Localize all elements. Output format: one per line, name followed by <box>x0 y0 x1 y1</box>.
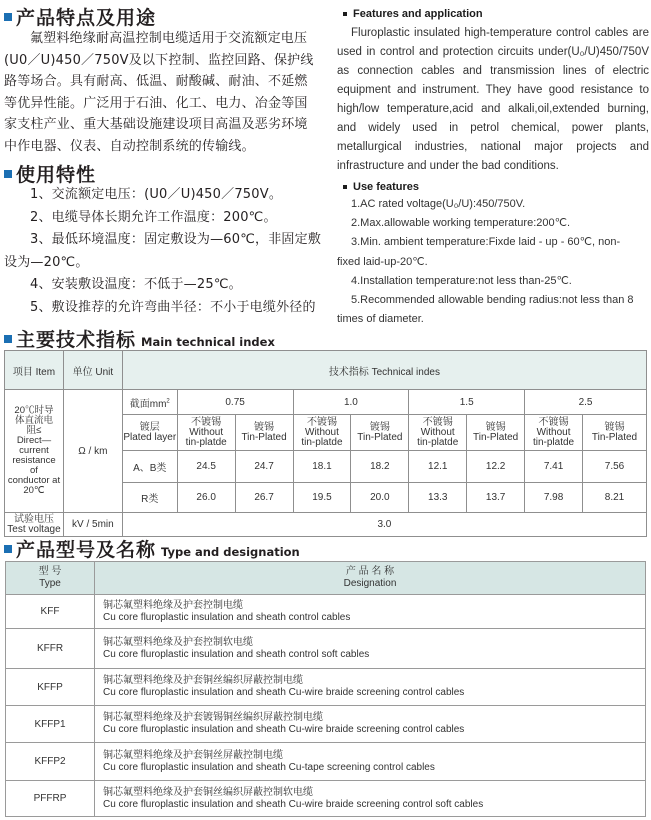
row-r-value: 13.7 <box>467 483 525 513</box>
usage-cn-heading: 使用特性 <box>4 160 96 187</box>
type-designation: 铜芯氟塑料绝缘及护套镀锡铜丝编织屏蔽控制电缆 Cu core fluroplastic insulation and sheath Cu-wire braide screening control cables <box>95 706 646 743</box>
features-cn-text: 氟塑料绝缘耐高温控制电缆适用于交流额定电压 (U0／U)450／750V及以下控制、监控回路、保护线 路等场合。具有耐高、低温、耐酸碱、耐油、不延燃 等优异性能。广泛用于石油、化工、电力、冶金等国 家支柱产业、重大基础设施建设项目高温及恶劣环境 中作电器、仪表、自动控制系统的传输线。 <box>4 31 314 154</box>
type-section-heading: 产品型号及名称 Type and designation <box>4 535 300 562</box>
table-row <box>6 629 646 669</box>
table-row <box>6 595 646 629</box>
row-ab-value: 7.56 <box>583 451 647 483</box>
bullet-icon <box>343 12 347 16</box>
type-model: KFFP <box>6 669 95 706</box>
plated-tin: 镀锡 Tin-Plated <box>583 415 647 451</box>
table-row <box>6 781 646 817</box>
square-bullet-icon <box>4 13 12 21</box>
tech-table <box>4 350 647 537</box>
row-r-value: 26.0 <box>177 483 235 513</box>
row-ab-value: 18.1 <box>293 451 351 483</box>
square-bullet-icon <box>4 545 12 553</box>
test-voltage-unit: kV / 5min <box>63 513 122 537</box>
type-designation: 铜芯氟塑料绝缘及护套控制软电缆 Cu core fluroplastic insulation and sheath control soft cables <box>95 629 646 669</box>
test-voltage-item: 试验电压 Test voltage <box>5 513 64 537</box>
row-ab-label: A、B类 <box>122 451 177 483</box>
table-row <box>6 743 646 781</box>
square-bullet-icon <box>4 170 12 178</box>
row-r-value: 8.21 <box>583 483 647 513</box>
plated-tin: 镀锡 Tin-Plated <box>351 415 409 451</box>
features-en-block <box>337 8 649 176</box>
usage-cn-text: 1、交流额定电压：(U0／U)450／750V。 2、电缆导体长期允许工作温度：200℃。 3、最低环境温度：固定敷设为—60℃，非固定敷 设为—20℃。 4、安装敷设温度：不低于—25℃。 5、敷设推荐的允许弯曲半径：不小于电缆外径的 <box>4 187 322 315</box>
usage-en-heading: Use features <box>337 181 649 193</box>
plated-without: 不镀锡 Without tin-platde <box>293 415 351 451</box>
bullet-icon <box>343 185 347 189</box>
plated-without: 不镀锡 Without tin-platde <box>409 415 467 451</box>
square-bullet-icon <box>4 335 12 343</box>
designation-header: 产 品 名 称 Designation <box>95 562 646 595</box>
table-row <box>6 669 646 706</box>
row-ab-value: 18.2 <box>351 451 409 483</box>
row-r-value: 26.7 <box>235 483 293 513</box>
section-value: 2.5 <box>525 390 647 415</box>
test-voltage-value: 3.0 <box>122 513 646 537</box>
type-designation: 铜芯氟塑料绝缘及护套铜丝编织屏蔽控制软电缆 Cu core fluroplastic insulation and sheath Cu-wire braide screening control soft cables <box>95 781 646 817</box>
tech-section-heading: 主要技术指标 Main technical index <box>4 325 275 352</box>
section-value: 1.5 <box>409 390 525 415</box>
type-designation: 铜芯氟塑料绝缘及护套铜丝屏蔽控制电缆 Cu core fluroplastic insulation and sheath Cu-tape screening control cables <box>95 743 646 781</box>
row-ab-value: 7.41 <box>525 451 583 483</box>
row-r-value: 13.3 <box>409 483 467 513</box>
type-model: PFFRP <box>6 781 95 817</box>
section-value: 1.0 <box>293 390 409 415</box>
usage-en-block <box>337 181 649 329</box>
row-ab-value: 12.1 <box>409 451 467 483</box>
row-ab-value: 24.5 <box>177 451 235 483</box>
section-label: 截面$mm^2$ <box>122 390 177 415</box>
col-item-header: 项目 Item <box>5 351 64 390</box>
plated-without: 不镀锡 Without tin-platde <box>177 415 235 451</box>
row-ab-value: 24.7 <box>235 451 293 483</box>
row-r-value: 7.98 <box>525 483 583 513</box>
type-model: KFFR <box>6 629 95 669</box>
col-index-header: 技术指标 Technical indes <box>122 351 646 390</box>
features-cn-heading: 产品特点及用途 <box>4 3 156 30</box>
row-r-value: 20.0 <box>351 483 409 513</box>
row-r-label: R类 <box>122 483 177 513</box>
type-model: KFF <box>6 595 95 629</box>
col-unit-header: 单位 Unit <box>63 351 122 390</box>
type-model: KFFP1 <box>6 706 95 743</box>
features-en-text: Fluroplastic insulated high-temperature control cables are used in control and protection circuits under(U₀/U)450/750V as connection cables and transmission lines of electric equipment and instrument. They have good resistance to high/low temperature,acid and alkali,oil,extended burning, and widely used in petrol chemical, power plants, metallurgical industries, national major projects and infrastructure and under the bad conditions. <box>337 27 649 172</box>
row-ab-value: 12.2 <box>467 451 525 483</box>
plated-label: 镀层 Plated layer <box>122 415 177 451</box>
row-r-value: 19.5 <box>293 483 351 513</box>
type-header: 型 号 Type <box>6 562 95 595</box>
plated-tin: 镀锡 Tin-Plated <box>235 415 293 451</box>
plated-without: 不镀锡 Without tin-platde <box>525 415 583 451</box>
plated-tin: 镀锡 Tin-Plated <box>467 415 525 451</box>
resistance-unit: Ω / km <box>63 390 122 513</box>
table-row <box>6 706 646 743</box>
type-designation: 铜芯氟塑料绝缘及护套控制电缆 Cu core fluroplastic insulation and sheath control cables <box>95 595 646 629</box>
features-en-heading: Features and application <box>337 8 649 20</box>
usage-en-list: 1.AC rated voltage(U₀/U):450/750V. 2.Max.allowable working temperature:200℃. 3.Min. ambient temperature:Fixde laid - up - 60℃, non- fixed laid-up-20℃. 4.Installation temperature:not less than-25℃. 5.Recommended allowable bending radius:not less than 8 times of diameter. <box>337 198 634 326</box>
resistance-item: 20℃时导 体直流电 阻≤ Direct— current resistance of conductor at 20℃ <box>5 390 64 513</box>
type-table <box>5 561 646 817</box>
section-value: 0.75 <box>177 390 293 415</box>
type-designation: 铜芯氟塑料绝缘及护套铜丝编织屏蔽控制电缆 Cu core fluroplastic insulation and sheath Cu-wire braide screening control cables <box>95 669 646 706</box>
type-model: KFFP2 <box>6 743 95 781</box>
